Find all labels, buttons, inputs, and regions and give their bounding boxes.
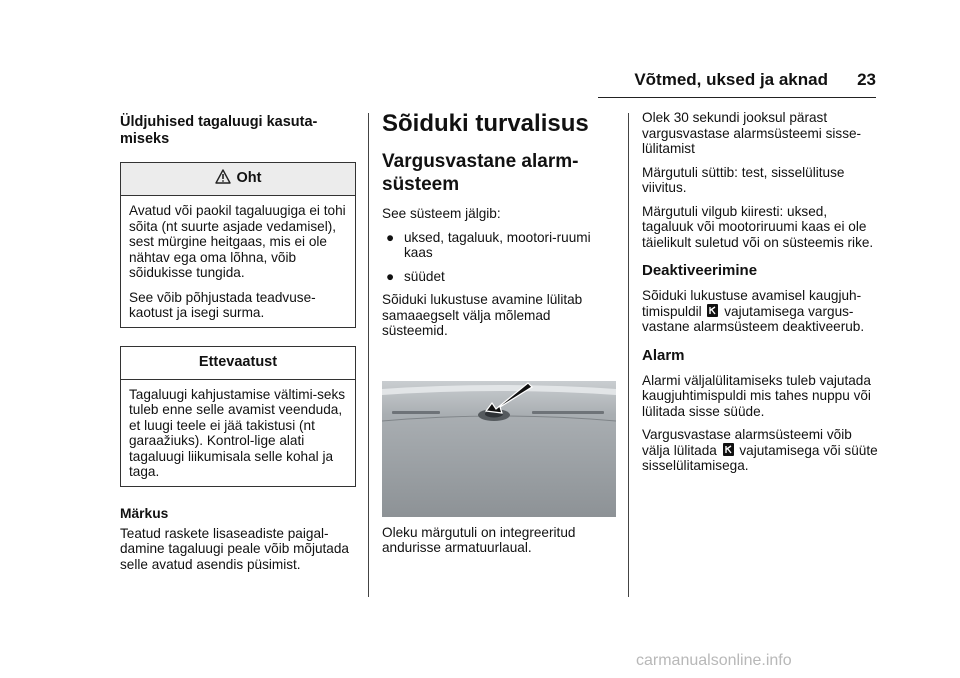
dashboard-sensor-photo [382, 381, 616, 517]
middle-column [382, 110, 616, 564]
status-paragraph: Märgutuli vilgub kiiresti: uksed, tagaluuk või mootoriruumi kaas ei ole täielikult suletud või on süsteemis rike. [642, 203, 874, 250]
note-text: Teatud raskete lisaseadiste paigal-damine tagaluugi peale võib mõjutada selle avatud asendis püsimist. [120, 525, 349, 572]
danger-box [120, 162, 356, 328]
right-column [642, 110, 880, 482]
bullet-marker: ● [386, 268, 395, 284]
deactivation-text-start: Sõiduki lukustuse avamisel kaugjuh-timispuldil [642, 288, 862, 319]
list-item-text: süüdet [404, 268, 445, 284]
left-column [120, 110, 356, 580]
page-number: 23 [857, 70, 876, 89]
deactivation-text-end: vajutamisega vargus-vastane alarmsüsteem deaktiveerub. [642, 303, 865, 334]
alarm-paragraph: Alarmi väljalülitamiseks tuleb vajutada kaugjuhtimispuldi mis tahes nuppu või lülitada sisse süüde. [642, 372, 871, 419]
caution-box-title: Ettevaatust [198, 353, 278, 370]
status-paragraph: Olek 30 sekundi jooksul pärast vargusvastase alarmsüsteemi sisse-lülitamist [642, 110, 862, 156]
list-item-text: uksed, tagaluuk, mootori-ruumi kaas [404, 229, 591, 260]
deactivation-text [642, 288, 880, 335]
vehicle-security-title: Sõiduki turvalisus [382, 110, 589, 137]
status-paragraph: Märgutuli süttib: test, sisselülituse viivitus. [642, 164, 845, 195]
unlock-key-icon [723, 443, 734, 456]
unlock-paragraph: Sõiduki lukustuse avamine lülitab samaaegselt välja mõlemad süsteemid. [382, 292, 583, 338]
tailgate-section-title: Üldjuhised tagaluugi kasuta-miseks [120, 114, 318, 147]
page-header-title: Võtmed, uksed ja aknad [634, 70, 828, 89]
monitors-intro: See süsteem jälgib: [382, 206, 501, 221]
danger-box-header [121, 163, 355, 196]
alarm-switch-off-text [642, 427, 880, 474]
deactivation-title: Deaktiveerimine [642, 262, 758, 279]
caution-box [120, 346, 356, 487]
column-divider-left [368, 113, 369, 597]
danger-box-title: Oht [236, 170, 262, 187]
warning-triangle-icon [215, 169, 231, 189]
caution-paragraph: Tagaluugi kahjustamise vältimi-seks tuleb enne selle avamist veenduda, et luugi teele ei jää takistusi (nt garaažiuks). Kontrol-lige alati tagaluugi liikumisala selle kohal ja taga. [129, 386, 346, 479]
alarm-switch-off-start: Vargusvastase alarmsüsteemi võib välja lülitada [642, 427, 852, 458]
danger-paragraph: Avatud või paokil tagaluugiga ei tohi sõita (nt suurte asjade vedamisel), sest mürgine heitgaas, mis ei ole nähtav ega oma lõhna, võib sõidukisse tungida. [129, 203, 346, 280]
column-divider-right [628, 113, 629, 597]
unlock-key-icon [707, 304, 718, 317]
list-item [386, 230, 616, 261]
list-item [386, 269, 616, 285]
alarm-switch-off-end: vajutamisega või süüte sisselülitamisega. [642, 442, 878, 473]
caution-box-header [121, 347, 355, 380]
anti-theft-alarm-title: Vargusvastane alarm-süsteem [382, 151, 579, 195]
header-divider [598, 97, 876, 98]
image-caption: Oleku märgutuli on integreeritud andurisse armatuurlaual. [382, 524, 576, 555]
bullet-marker: ● [386, 229, 395, 245]
alarm-title: Alarm [642, 346, 685, 364]
danger-paragraph: See võib põhjustada teadvuse-kaotust ja isegi surma. [129, 289, 316, 320]
note-title: Märkus [120, 505, 169, 521]
watermark: carmanualsonline.info [636, 652, 792, 669]
